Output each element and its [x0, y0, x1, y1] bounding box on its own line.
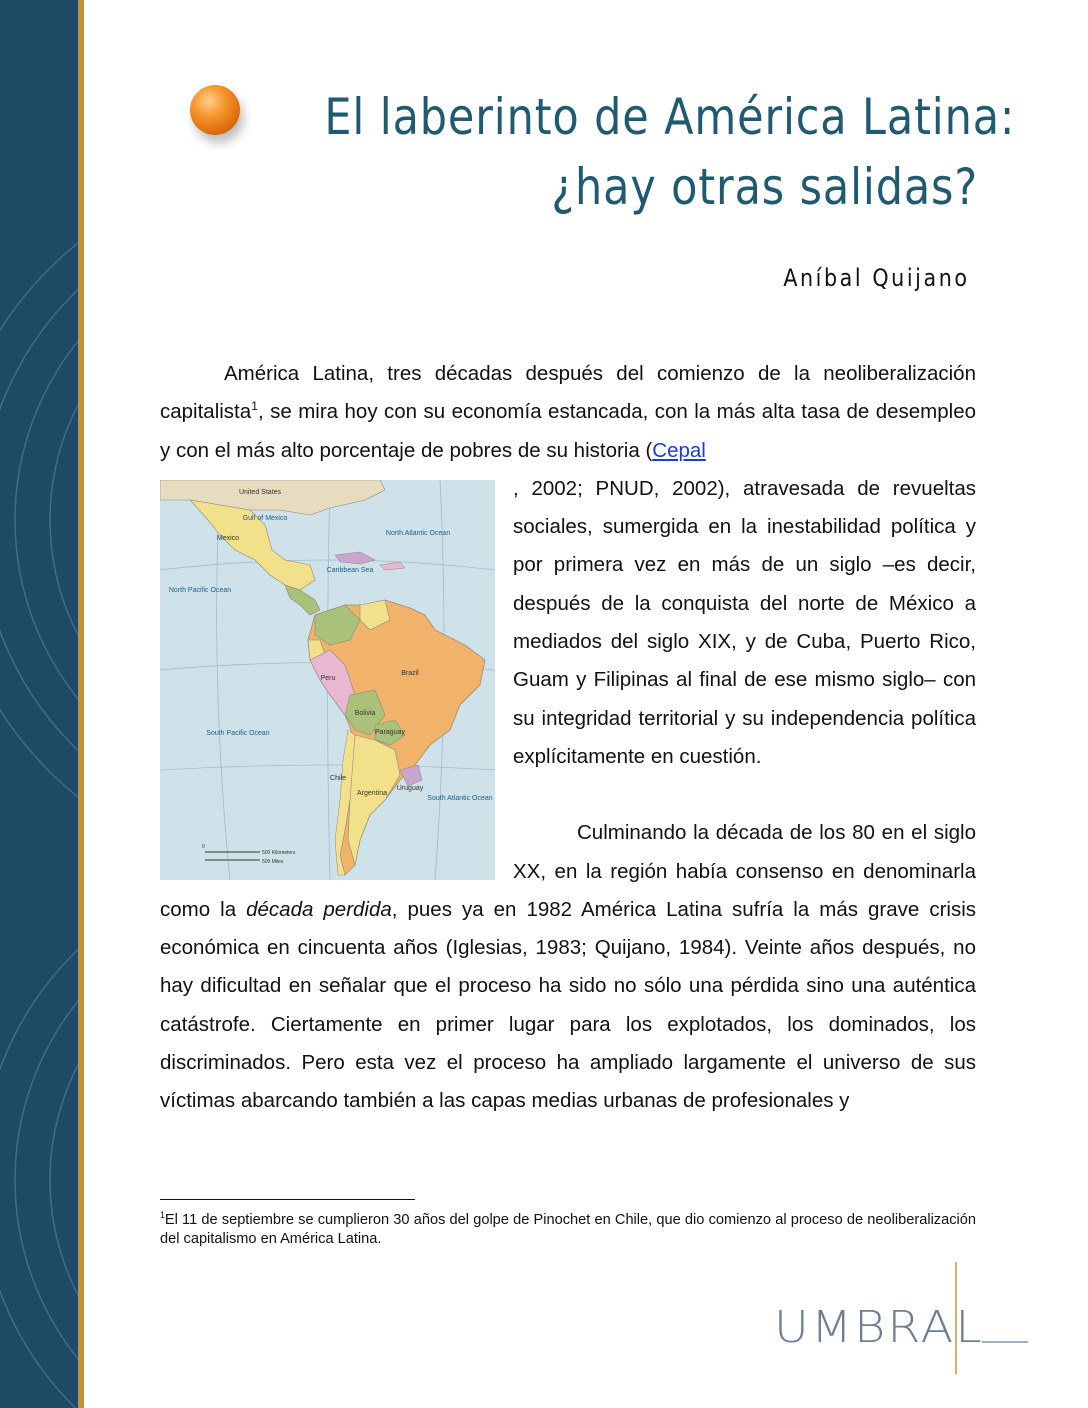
- author-name: Aníbal Quijano: [783, 264, 970, 292]
- paragraph-2-part-2: , pues ya en 1982 América Latina sufría la más grave crisis económica en cincuenta años (Iglesias, 1983; Quijano, 1984). Veinte años después, no hay dificultad en señalar que el proceso ha sido no sólo una pérdida sino una auténtica catástrofe. Ciertamente en primer lugar para los explotados, los dominados, los discriminados. Pero esta vez el proceso ha ampliado largamente el universo de sus víctimas abarcando también a las capas medias urbanas de profesionales y: [160, 897, 977, 1113]
- paragraph-1-part-2: , se mira hoy con su economía estancada, con la más alta tasa de desempleo y con el más alto porcentaje de pobres de su historia (: [160, 400, 976, 462]
- map-label-united-states: United States: [238, 488, 282, 496]
- map-label-mexico: Mexico: [216, 534, 240, 542]
- map-scale-km: 500 Kilometers: [262, 849, 296, 856]
- map-label-gulf-of-mexico: Gulf of Mexico: [242, 514, 288, 522]
- footnote-ref[interactable]: 1: [251, 399, 259, 414]
- map-scale-zero: 0: [202, 843, 205, 850]
- map-label-peru: Peru: [320, 674, 336, 682]
- paragraph-1-lead: [160, 355, 976, 470]
- paragraph-1-continuation: , 2002; PNUD, 2002), atravesada de revueltas sociales, sumergida en la inestabilidad política y por primera vez en más de un siglo –es decir, después de la conquista del norte de México a mediados del siglo XIX, y de Cuba, Puerto Rico, Guam y Filipinas al final de ese mismo siglo– con su integridad territorial y su independencia política explícitamente en cuestión.: [513, 476, 976, 768]
- map-label-argentina: Argentina: [357, 789, 387, 797]
- map-label-south-atlantic: South Atlantic Ocean: [427, 794, 493, 802]
- map-label-north-pacific: North Pacific Ocean: [168, 586, 232, 594]
- map-label-caribbean: Caribbean Sea: [326, 566, 374, 574]
- sidebar-edge-stripe: [78, 0, 84, 1408]
- latin-america-map: [160, 480, 495, 880]
- footnote-text: El 11 de septiembre se cumplieron 30 años del golpe de Pinochet en Chile, que dio comienzo al proceso de neoliberalización del capitalismo en América Latina.: [160, 1212, 976, 1247]
- map-label-brazil: Brazil: [401, 669, 419, 677]
- map-label-bolivia: Bolivia: [354, 709, 376, 717]
- footnote-separator: [160, 1199, 415, 1200]
- map-scale-mi: 500 Miles: [262, 858, 284, 865]
- map-label-north-atlantic: North Atlantic Ocean: [385, 529, 451, 537]
- page-title: [324, 82, 1016, 222]
- article-body: [160, 355, 976, 1121]
- paragraph-2-part-1: Culminando la década de los 80 en el siglo XX, en la región había consenso en denominarla como la: [160, 821, 976, 921]
- umbral-logo: [766, 1262, 1036, 1374]
- map-label-chile: Chile: [330, 774, 346, 782]
- umbral-logo-text: UMBRAL: [774, 1302, 984, 1353]
- map-label-uruguay: Uruguay: [396, 784, 424, 792]
- sidebar-arcs: [0, 0, 78, 1408]
- decorative-sidebar: [0, 0, 78, 1408]
- orange-bullet-icon: [190, 85, 240, 135]
- title-line-1: El laberinto de América Latina:: [324, 88, 1016, 146]
- paragraph-2-emphasis: década perdida: [246, 897, 392, 921]
- cepal-link[interactable]: Cepal: [652, 438, 706, 462]
- footnote: [160, 1211, 976, 1249]
- map-label-south-pacific: South Pacific Ocean: [206, 729, 270, 737]
- paragraph-1-part-1: América Latina, tres décadas después del comienzo de la neoliberalización capitalista: [160, 362, 976, 424]
- title-line-2: ¿hay otras salidas?: [551, 158, 978, 216]
- footnote-marker: 1: [160, 1210, 165, 1221]
- map-label-paraguay: Paraguay: [375, 728, 405, 736]
